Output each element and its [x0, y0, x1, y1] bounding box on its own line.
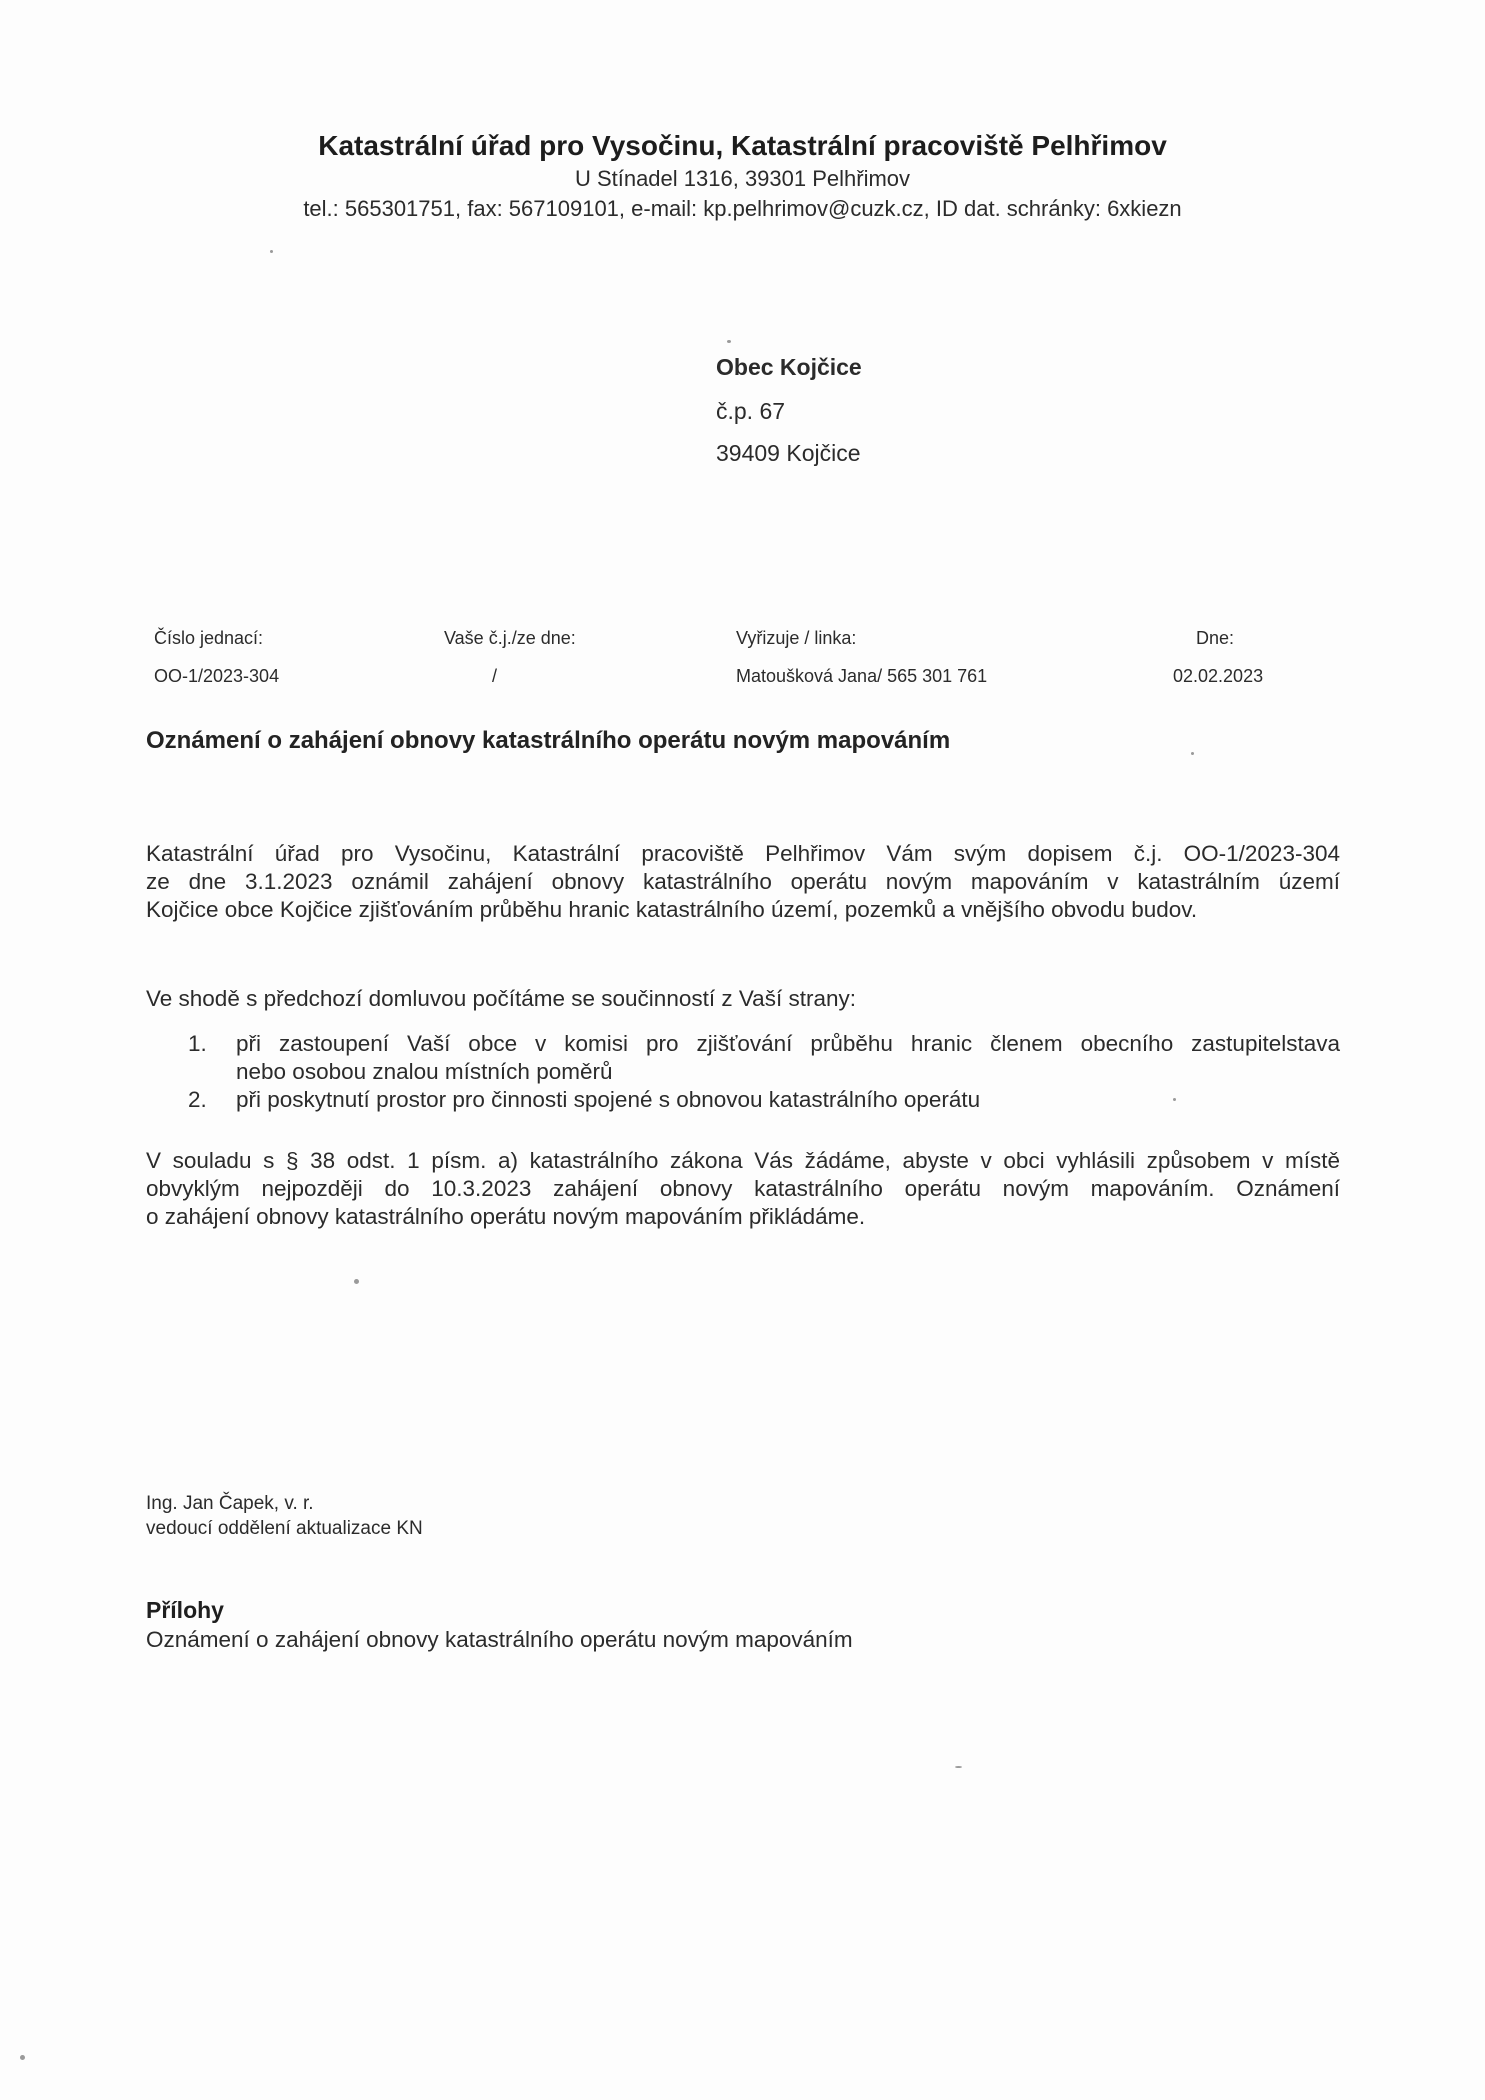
list-item	[146, 1086, 1340, 1114]
scan-speck	[270, 250, 273, 253]
date-label: Dne:	[1196, 628, 1235, 648]
cooperation-list	[146, 1030, 1340, 1114]
paragraph-line: ze dne 3.1.2023 oznámil zahájení obnovy katastrálního operátu novým mapováním v katastrálním území	[146, 869, 1340, 894]
scan-speck	[727, 340, 731, 343]
office-title: Katastrální úřad pro Vysočinu, Katastrální pracoviště Pelhřimov	[318, 130, 1167, 161]
reference-number-label: Číslo jednací:	[154, 628, 264, 648]
your-reference-value: /	[492, 666, 498, 686]
scan-speck	[1173, 1098, 1176, 1101]
paragraph-line: Kojčice obce Kojčice zjišťováním průběhu hranic katastrálního území, pozemků a vnějšího obvodu budov.	[146, 897, 1198, 922]
date-value: 02.02.2023	[1173, 666, 1264, 686]
list-item-number: 2.	[188, 1087, 207, 1112]
list-item-number: 1.	[188, 1031, 207, 1056]
recipient-city: 39409 Kojčice	[716, 440, 861, 466]
handled-by-value: Matoušková Jana/ 565 301 761	[736, 666, 988, 686]
signatory-name: Ing. Jan Čapek, v. r.	[146, 1493, 314, 1514]
body-paragraph-1	[146, 840, 1340, 924]
scan-speck	[354, 1279, 359, 1284]
scan-speck	[20, 2055, 25, 2060]
recipient-street: č.p. 67	[716, 398, 786, 424]
body-paragraph-2	[146, 985, 1340, 1013]
office-address: U Stínadel 1316, 39301 Pelhřimov	[574, 166, 911, 191]
scan-speck	[955, 1766, 962, 1768]
letter-subject: Oznámení o zahájení obnovy katastrálního operátu novým mapováním	[146, 727, 951, 754]
list-item-line: nebo osobou znalou místních poměrů	[236, 1059, 613, 1084]
paragraph-line: o zahájení obnovy katastrálního operátu novým mapováním přikládáme.	[146, 1204, 866, 1229]
list-item-line: při poskytnutí prostor pro činnosti spojené s obnovou katastrálního operátu	[236, 1087, 981, 1112]
list-item-line: při zastoupení Vaší obce v komisi pro zjišťování průběhu hranic členem obecního zastupitelstava	[236, 1031, 1340, 1056]
attachment-item: Oznámení o zahájení obnovy katastrálního operátu novým mapováním	[146, 1627, 853, 1652]
signatory-position: vedoucí oddělení aktualizace KN	[146, 1518, 423, 1539]
handled-by-label: Vyřizuje / linka:	[736, 628, 857, 648]
paragraph-line: Ve shodě s předchozí domluvou počítáme se součinností z Vaší strany:	[146, 986, 856, 1011]
attachments-heading: Přílohy	[146, 1597, 224, 1623]
recipient-name: Obec Kojčice	[716, 354, 862, 380]
paragraph-line: Katastrální úřad pro Vysočinu, Katastrální pracoviště Pelhřimov Vám svým dopisem č.j. OO-1/2023-304	[146, 841, 1340, 866]
paragraph-line: V souladu s § 38 odst. 1 písm. a) katastrálního zákona Vás žádáme, abyste v obci vyhlásili způsobem v místě	[146, 1148, 1340, 1173]
paragraph-line: obvyklým nejpozději do 10.3.2023 zahájení obnovy katastrálního operátu novým mapováním. Oznámení	[146, 1176, 1340, 1201]
body-paragraph-3	[146, 1147, 1340, 1231]
office-contact: tel.: 565301751, fax: 567109101, e-mail: kp.pelhrimov@cuzk.cz, ID dat. schránky: 6xkiezn	[303, 196, 1182, 221]
list-item	[146, 1030, 1340, 1086]
reference-number-value: OO-1/2023-304	[154, 666, 280, 686]
your-reference-label: Vaše č.j./ze dne:	[444, 628, 576, 648]
scan-speck	[1191, 752, 1194, 755]
